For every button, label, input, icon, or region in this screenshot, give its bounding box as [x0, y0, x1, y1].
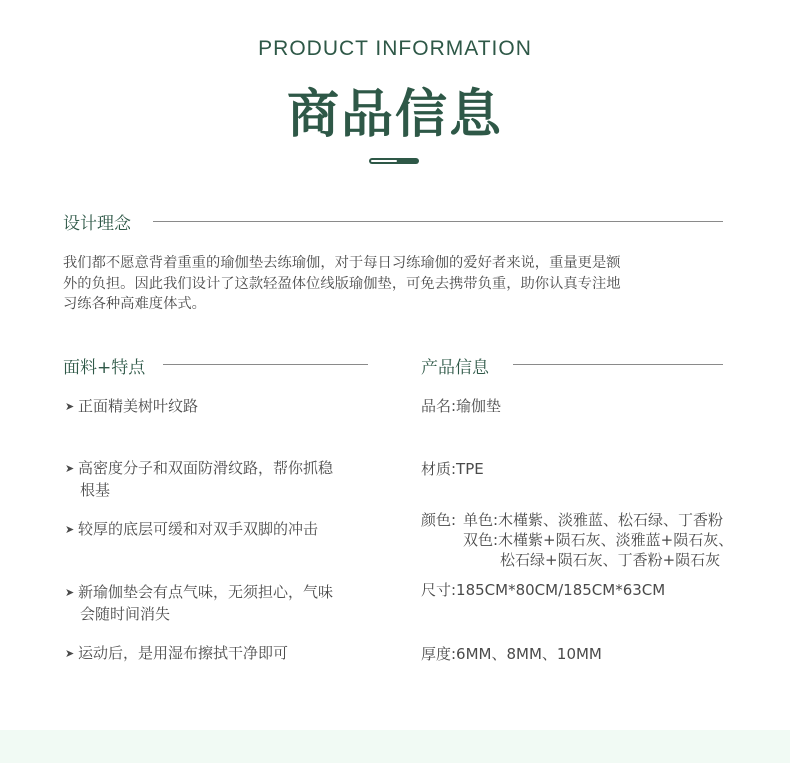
title-divider-pill — [369, 158, 419, 164]
product-name: 品名:瑜伽垫 — [421, 397, 502, 415]
feature-item — [65, 643, 288, 665]
design-heading: 设计理念 — [63, 214, 131, 234]
product-info-heading: 产品信息 — [421, 358, 489, 378]
arrow-right-icon: ➤ — [65, 647, 75, 660]
page-title: 商品信息 — [286, 85, 503, 145]
feature-text-continued: 会随时间消失 — [80, 604, 171, 623]
features-heading: 面料+特点 — [63, 358, 146, 378]
arrow-right-icon: ➤ — [65, 462, 75, 475]
feature-item — [65, 519, 318, 541]
feature-text-continued: 根基 — [80, 480, 111, 499]
arrow-right-icon: ➤ — [65, 586, 75, 599]
product-color-single: 单色:木槿紫、淡雅蓝、松石绿、丁香粉 — [463, 511, 724, 529]
arrow-right-icon: ➤ — [65, 400, 75, 413]
bottom-band — [0, 730, 790, 763]
feature-item — [65, 458, 333, 500]
product-material: 材质:TPE — [421, 460, 484, 478]
features-heading-rule — [163, 364, 368, 365]
product-size: 尺寸:185CM*80CM/185CM*63CM — [421, 581, 666, 599]
product-info-heading-rule — [513, 364, 723, 365]
product-thickness: 厚度:6MM、8MM、10MM — [421, 645, 602, 663]
design-line: 习练各种高难度体式。 — [63, 296, 206, 312]
section-title-en: PRODUCT INFORMATION — [258, 37, 532, 60]
feature-text: 正面精美树叶纹路 — [78, 397, 199, 415]
product-color-dual: 双色:木槿紫+陨石灰、淡雅蓝+陨石灰、 — [463, 531, 734, 549]
feature-text: 较厚的底层可缓和对双手双脚的冲击 — [78, 520, 319, 538]
feature-text: 高密度分子和双面防滑纹路，帮你抓稳 — [78, 459, 334, 477]
feature-item — [65, 582, 333, 624]
product-color-label: 颜色: — [421, 511, 457, 529]
arrow-right-icon: ➤ — [65, 523, 75, 536]
design-paragraph — [63, 253, 723, 315]
design-heading-rule — [153, 221, 723, 222]
product-color-dual-continued: 松石绿+陨石灰、丁香粉+陨石灰 — [500, 551, 721, 569]
feature-text: 运动后，是用湿布擦拭干净即可 — [78, 644, 289, 662]
design-line: 外的负担。因此我们设计了这款轻盈体位线版瑜伽垫，可免去携带负重，助你认真专注地 — [63, 275, 621, 292]
title-divider-highlight — [371, 160, 397, 162]
design-line: 我们都不愿意背着重重的瑜伽垫去练瑜伽，对于每日习练瑜伽的爱好者来说，重量更是额 — [63, 255, 621, 271]
feature-text: 新瑜伽垫会有点气味，无须担心，气味 — [78, 583, 334, 601]
feature-item — [65, 396, 198, 418]
